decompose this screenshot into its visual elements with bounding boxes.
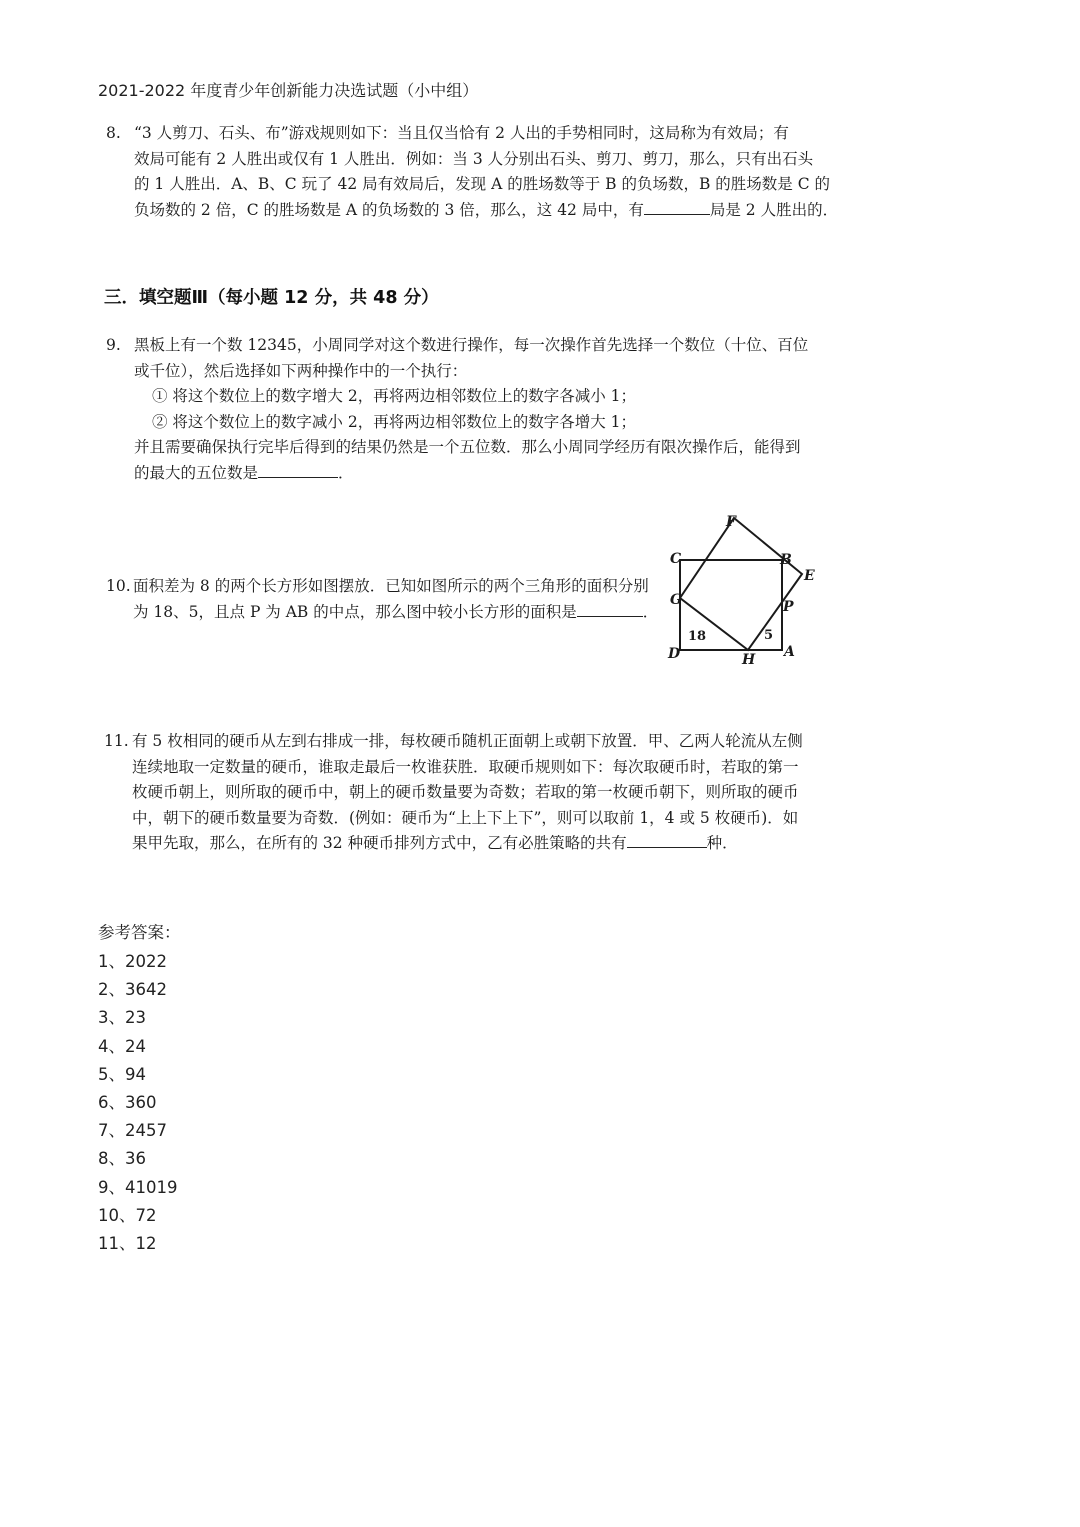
question-number: 9. bbox=[106, 336, 121, 354]
question-11 bbox=[104, 729, 803, 857]
triangle-area-right: 5 bbox=[764, 628, 774, 643]
question-line: 效局可能有 2 人胜出或仅有 1 人胜出．例如：当 3 人分别出石头、剪刀、剪刀，那么，只有出石头 bbox=[134, 149, 814, 168]
question-line: 并且需要确保执行完毕后得到的结果仍然是一个五位数．那么小周同学经历有限次操作后，能得到 bbox=[134, 438, 801, 456]
answer-item: 6、360 bbox=[98, 1092, 157, 1112]
question-line bbox=[134, 198, 838, 224]
question-text: 为 18、5，且点 P 为 AB 的中点，那么图中较小长方形的面积是 bbox=[133, 602, 577, 621]
question-line bbox=[134, 461, 808, 487]
answer-item: 11、12 bbox=[98, 1233, 157, 1253]
label-B: B bbox=[780, 552, 792, 568]
label-H: H bbox=[742, 652, 756, 668]
label-C: C bbox=[670, 551, 682, 567]
question-line: 的 1 人胜出．A、B、C 玩了 42 局有效局后，发现 A 的胜场数等于 B 的负场数，B 的胜场数是 C 的 bbox=[134, 175, 830, 193]
answer-item: 9、41019 bbox=[98, 1177, 178, 1197]
answers-title: 参考答案： bbox=[98, 923, 181, 942]
question-line: “3 人剪刀、石头、布”游戏规则如下：当且仅当恰有 2 人出的手势相同时，这局称为有效局；有 bbox=[134, 124, 789, 142]
reference-answers bbox=[98, 918, 181, 1258]
question-line: 面积差为 8 的两个长方形如图摆放．已知如图所示的两个三角形的面积分别 bbox=[133, 577, 649, 595]
question-text: 负场数的 2 倍，C 的胜场数是 A 的负场数的 3 倍，那么，这 42 局中，有 bbox=[134, 200, 644, 219]
question-text: ． bbox=[338, 463, 354, 482]
label-F: F bbox=[726, 514, 736, 530]
answer-item: 8、36 bbox=[98, 1149, 146, 1169]
label-G: G bbox=[670, 592, 682, 608]
rectangles-diagram bbox=[660, 508, 830, 673]
label-A: A bbox=[784, 644, 795, 660]
answer-blank[interactable] bbox=[644, 198, 710, 215]
question-8 bbox=[106, 121, 838, 223]
operation-2: ② 将这个数位上的数字减小 2，再将两边相邻数位上的数字各增大 1； bbox=[152, 412, 637, 431]
question-line: 有 5 枚相同的硬币从左到右排成一排，每枚硬币随机正面朝上或朝下放置．甲、乙两人轮流从左侧 bbox=[132, 732, 803, 750]
question-text: 果甲先取，那么，在所有的 32 种硬币排列方式中，乙有必胜策略的共有 bbox=[132, 834, 627, 852]
page-header: 2021-2022 年度青少年创新能力决选试题（小中组） bbox=[98, 81, 479, 100]
question-line: 连续地取一定数量的硬币，谁取走最后一枚谁获胜．取硬币规则如下：每次取硬币时，若取的第一 bbox=[132, 757, 799, 776]
question-line: 枚硬币朝上，则所取的硬币中，朝上的硬币数量要为奇数；若取的第一枚硬币朝下，则所取的硬币 bbox=[132, 783, 799, 801]
question-line bbox=[133, 600, 658, 626]
question-line: 中，朝下的硬币数量要为奇数．(例如：硬币为“上上下上下”，则可以取前 1，4 或 5 枚硬币)．如 bbox=[132, 808, 799, 827]
label-E: E bbox=[804, 568, 815, 584]
answer-item: 3、23 bbox=[98, 1008, 146, 1028]
label-P: P bbox=[783, 599, 794, 615]
question-text: 的最大的五位数是 bbox=[134, 463, 259, 482]
answer-item: 7、2457 bbox=[98, 1121, 167, 1141]
answer-blank[interactable] bbox=[258, 461, 338, 478]
answer-item: 4、24 bbox=[98, 1036, 146, 1056]
question-text: ． bbox=[642, 602, 659, 621]
triangle-area-left: 18 bbox=[688, 629, 707, 644]
question-line bbox=[132, 831, 803, 857]
answer-item: 1、2022 bbox=[98, 952, 167, 971]
question-number: 11. bbox=[104, 732, 129, 750]
label-D: D bbox=[668, 646, 681, 662]
answer-item: 5、94 bbox=[98, 1064, 146, 1084]
question-line: 或千位），然后选择如下两种操作中的一个执行： bbox=[134, 361, 468, 380]
answer-blank[interactable] bbox=[627, 831, 707, 848]
answer-blank[interactable] bbox=[577, 600, 643, 617]
answer-item: 2、3642 bbox=[98, 980, 167, 1000]
answer-item: 10、72 bbox=[98, 1205, 157, 1225]
operation-1: ① 将这个数位上的数字增大 2，再将两边相邻数位上的数字各减小 1； bbox=[152, 387, 637, 405]
question-line: 黑板上有一个数 12345，小周同学对这个数进行操作，每一次操作首先选择一个数位（十位、百位 bbox=[134, 336, 809, 354]
question-text: 局是 2 人胜出的． bbox=[709, 200, 839, 219]
question-10 bbox=[106, 574, 658, 625]
question-9 bbox=[106, 333, 808, 486]
section-heading: 三．填空题Ⅲ（每小题 12 分，共 48 分） bbox=[104, 288, 439, 308]
question-number: 8. bbox=[106, 124, 121, 142]
question-text: 种． bbox=[706, 834, 738, 852]
question-number: 10. bbox=[106, 577, 131, 595]
